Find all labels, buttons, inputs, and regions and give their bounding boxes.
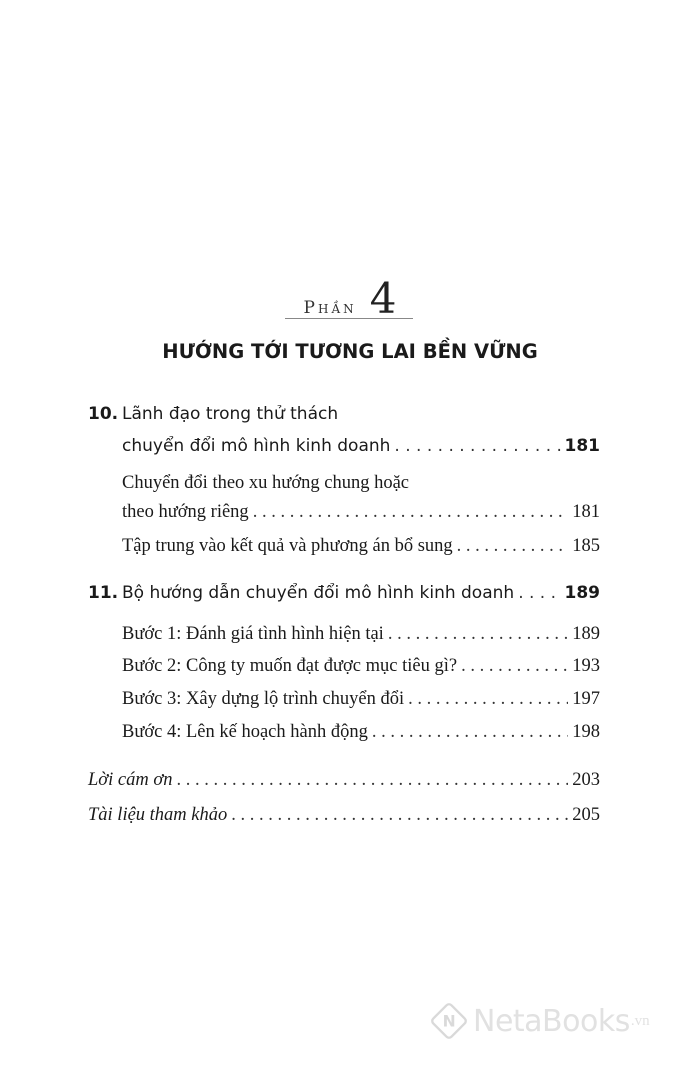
part-number: 4 xyxy=(369,274,397,323)
toc-section-entry[interactable] xyxy=(122,624,600,645)
leader-dots xyxy=(372,722,568,743)
toc-chapter-title[interactable] xyxy=(122,404,338,424)
chapter-number: 11. xyxy=(88,583,119,603)
back-matter-title: Tài liệu tham khảo xyxy=(88,805,228,825)
toc-section-entry[interactable] xyxy=(122,656,600,677)
chapter-number: 10. xyxy=(88,404,119,424)
leader-dots xyxy=(457,536,569,557)
page-number: 189 xyxy=(572,624,600,644)
logo-letter: N xyxy=(442,1011,456,1031)
section-title-line: Bước 2: Công ty muốn đạt được mục tiêu gì? xyxy=(122,656,458,676)
netabooks-watermark xyxy=(431,1003,650,1039)
part-heading xyxy=(0,274,700,323)
section-title-line: Bước 3: Xây dựng lộ trình chuyển đổi xyxy=(122,689,405,709)
section-title-line: Bước 1: Đánh giá tình hình hiện tại xyxy=(122,624,384,644)
watermark-tld: .vn xyxy=(630,1012,650,1029)
chapter-title-line: chuyển đổi mô hình kinh doanh xyxy=(122,436,391,456)
toc-section-title[interactable] xyxy=(122,473,409,494)
leader-dots xyxy=(394,436,560,456)
leader-dots xyxy=(177,770,569,791)
page-number: 185 xyxy=(572,536,600,556)
section-title-line: Chuyển đổi theo xu hướng chung hoặc xyxy=(122,473,409,493)
page-number: 205 xyxy=(572,805,600,825)
page-number: 197 xyxy=(572,689,600,709)
leader-dots xyxy=(518,583,560,603)
part-label: Phần xyxy=(303,298,357,318)
chapter-title-line: Lãnh đạo trong thử thách xyxy=(122,404,339,424)
toc-chapter-entry[interactable] xyxy=(122,583,600,603)
part-title: HƯỚNG TỚI TƯƠNG LAI BỀN VỮNG xyxy=(162,340,538,363)
leader-dots xyxy=(231,805,568,826)
netabooks-logo-icon xyxy=(429,1001,469,1041)
section-title-line: Bước 4: Lên kế hoạch hành động xyxy=(122,722,368,742)
toc-section-entry[interactable] xyxy=(122,722,600,743)
page-number: 193 xyxy=(572,656,600,676)
leader-dots xyxy=(253,502,569,523)
page-number: 189 xyxy=(564,583,600,603)
toc-back-matter-entry[interactable] xyxy=(88,770,600,791)
back-matter-title: Lời cám ơn xyxy=(88,770,173,790)
toc-back-matter-entry[interactable] xyxy=(88,805,600,826)
page-number: 198 xyxy=(572,722,600,742)
watermark-brand: NetaBooks xyxy=(473,1003,630,1039)
part-divider xyxy=(285,318,413,319)
toc-section-entry[interactable] xyxy=(122,536,600,557)
leader-dots xyxy=(388,624,568,645)
section-title-line: theo hướng riêng xyxy=(122,502,249,522)
toc-section-entry[interactable] xyxy=(122,502,600,523)
page-number: 203 xyxy=(572,770,600,790)
page-number: 181 xyxy=(564,436,600,456)
page-number: 181 xyxy=(572,502,600,522)
toc-section-entry[interactable] xyxy=(122,689,600,710)
chapter-title-line: Bộ hướng dẫn chuyển đổi mô hình kinh doanh xyxy=(122,583,515,603)
leader-dots xyxy=(461,656,568,677)
toc-chapter-entry[interactable] xyxy=(122,436,600,456)
section-title-line: Tập trung vào kết quả và phương án bổ sung xyxy=(122,536,453,556)
leader-dots xyxy=(408,689,568,710)
